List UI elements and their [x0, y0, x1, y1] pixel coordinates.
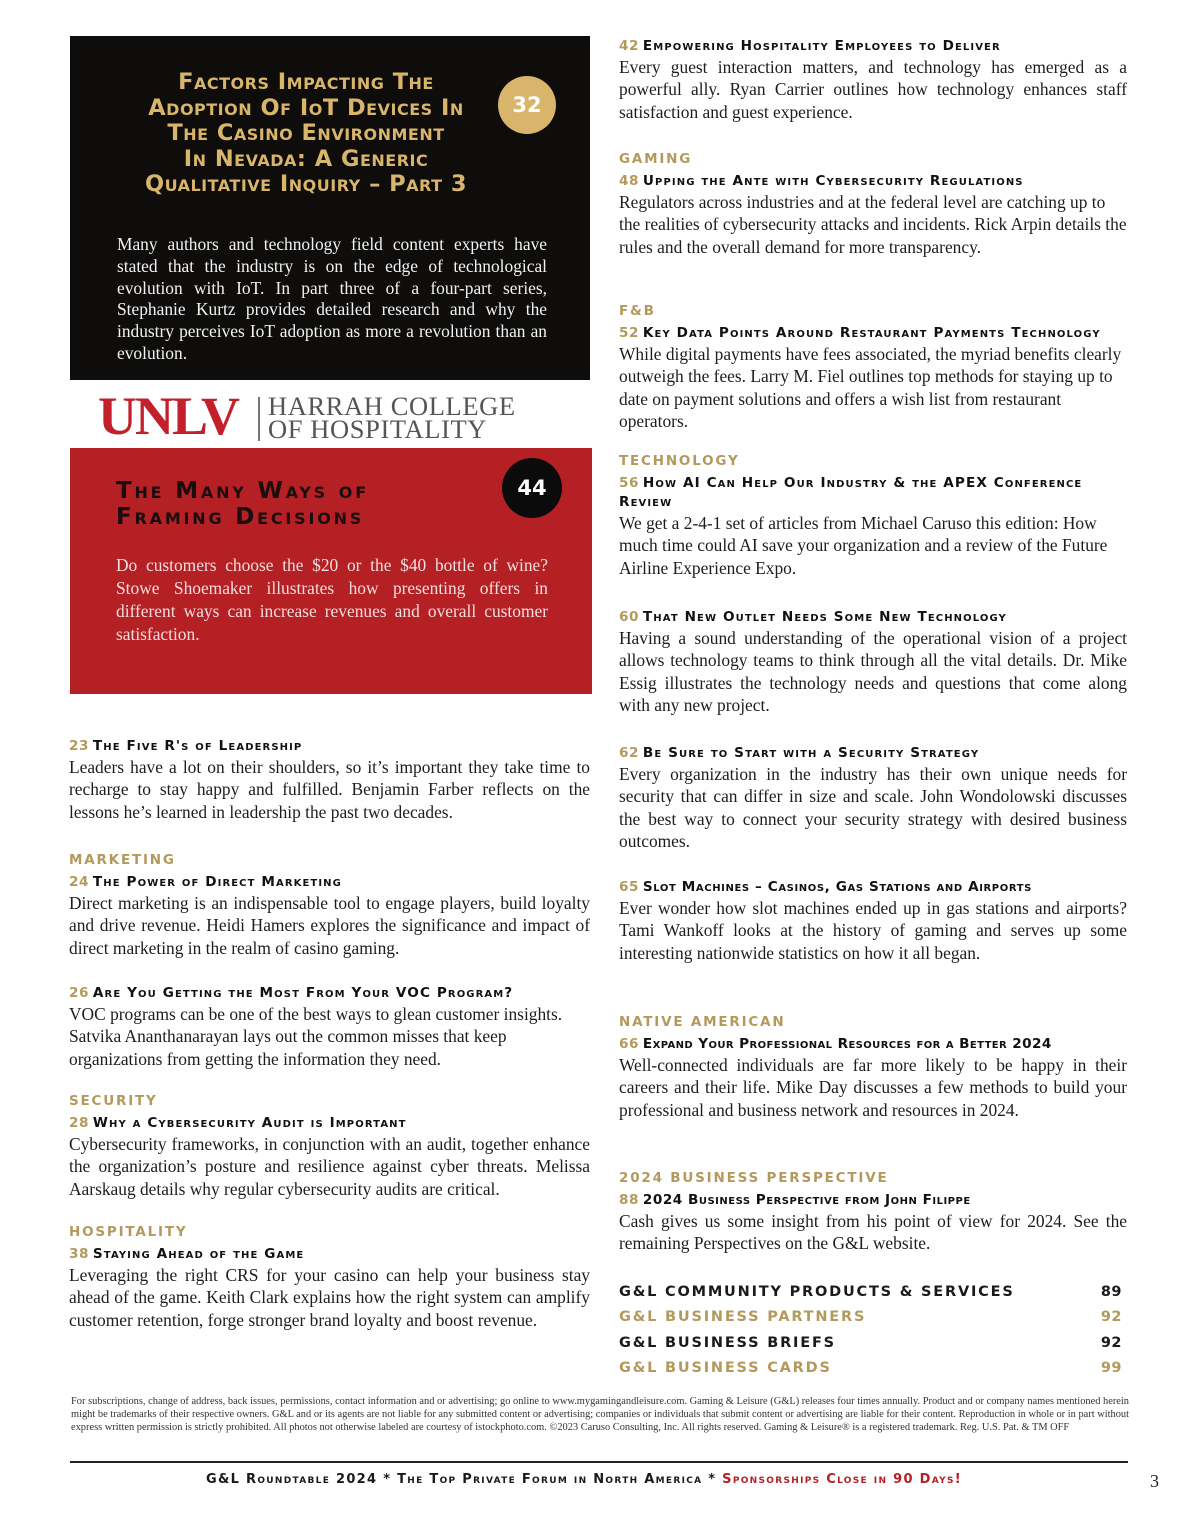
- article-title: Why a Cybersecurity Audit is Important: [92, 1115, 407, 1131]
- section-category: NATIVE AMERICAN: [619, 1014, 786, 1030]
- article-heading: [619, 1035, 1127, 1054]
- page-number-badge: 32: [498, 76, 556, 134]
- feature-description: Do customers choose the $20 or the $40 bottle of wine? Stowe Shoemaker illustrates how presenting offers in different ways can increase revenues and overall customer satisfaction.: [116, 555, 548, 644]
- toc-label: G&L BUSINESS BRIEFS: [619, 1335, 836, 1351]
- page-number: 3: [1150, 1471, 1159, 1491]
- article-summary: Direct marketing is an indispensable tool to engage players, build loyalty and drive revenue. Heidi Hamers explores the significance and impact of direct marketing in the realm of casino gaming.: [69, 893, 590, 958]
- article-title: Key Data Points Around Restaurant Payments Technology: [642, 325, 1101, 341]
- section-category: GAMING: [619, 151, 693, 167]
- article-title: Slot Machines – Casinos, Gas Stations and Airports: [642, 879, 1032, 895]
- feature-title-line: Factors Impacting The: [178, 69, 434, 95]
- footer-highlight: Sponsorships Close in 90 Days!: [722, 1472, 962, 1487]
- legal-disclaimer: For subscriptions, change of address, back issues, permissions, contact information and or advertising; go online to www.mygamingandleisure.com. Gaming & Leisure (G&L) releases four times annually. Product and or company names mentioned herein might be trademarks of their respective owners. G&L and or its agents are not liable for any submitted content or advertising; companies or individuals that submit content or advertising are liable for their content. Reproduction in whole or in part without express written permission is strictly prohibited. All photos not otherwise labeled are courtesy of istockphoto.com. ©2023 Caruso Consulting, Inc. All rights reserved. Gaming & Leisure® is a registered trademark. Reg. U.S. Pat. & TM OFF: [71, 1396, 1129, 1433]
- article-summary: Leaders have a lot on their shoulders, so it’s important they take time to recharge to stay happy and fulfilled. Benjamin Farber reflects on the lessons he’s learned in leadership the past two decades.: [69, 757, 590, 822]
- article-heading: [619, 37, 1127, 56]
- article-42: [619, 37, 1127, 123]
- article-page-number: 48: [619, 173, 639, 189]
- article-title: Upping the Ante with Cybersecurity Regulations: [642, 173, 1024, 189]
- feature-title: [116, 70, 496, 198]
- section-category: TECHNOLOGY: [619, 453, 740, 469]
- article-page-number: 42: [619, 38, 639, 54]
- feature-title-line: The Many Ways of: [116, 478, 369, 504]
- article-page-number: 65: [619, 879, 639, 895]
- article-page-number: 23: [69, 738, 89, 754]
- toc-row-community: [619, 1284, 1122, 1306]
- feature-description: Many authors and technology field content experts have stated that the industry is on the edge of technological evolution with IoT. In part three of a four-part series, Stephanie Kurtz provides detailed research and why the industry perceives IoT adoption as more a revolution than an evolution.: [117, 234, 547, 363]
- footer-banner: [70, 1472, 1098, 1487]
- article-summary: Well-connected individuals are far more likely to be happy in their careers and their life. Mike Day discusses a few methods to build your professional and business network and resources in 2024.: [619, 1055, 1127, 1120]
- article-title: Are You Getting the Most From Your VOC Program?: [92, 985, 514, 1001]
- article-62: [619, 744, 1127, 852]
- article-summary: Every guest interaction matters, and technology has emerged as a powerful ally. Ryan Carrier outlines how technology enhances staff satisfaction and guest experience.: [619, 57, 1127, 122]
- article-summary: Ever wonder how slot machines ended up in gas stations and airports? Tami Wankoff looks at the history of gaming and serves up some interesting nationwide statistics on how it all began.: [619, 898, 1127, 963]
- article-page-number: 26: [69, 985, 89, 1001]
- article-heading: [619, 744, 1127, 763]
- article-title: Be Sure to Start with a Security Strategy: [642, 745, 980, 761]
- article-38: [69, 1224, 590, 1331]
- article-summary: While digital payments have fees associated, the myriad benefits clearly outweigh the fees. Larry M. Fiel outlines top methods for staying up to date on payment solutions and offers a wish list from restaurant operators.: [619, 344, 1122, 431]
- article-page-number: 62: [619, 745, 639, 761]
- article-title: That New Outlet Needs Some New Technology: [642, 609, 1007, 625]
- feature-box-iot: [70, 36, 590, 380]
- article-title: The Power of Direct Marketing: [92, 874, 342, 890]
- article-56: [619, 453, 1127, 579]
- page-number-badge: 44: [502, 458, 562, 518]
- logo-line: HARRAH COLLEGE: [268, 391, 516, 421]
- article-28: [69, 1093, 590, 1200]
- footer-text: G&L Roundtable 2024 * The Top Private Forum in North America *: [206, 1472, 723, 1487]
- logo-wordmark: [268, 391, 516, 444]
- article-88: [619, 1170, 1127, 1255]
- unlv-harrah-logo: [98, 386, 538, 446]
- article-summary: Cybersecurity frameworks, in conjunction with an audit, together enhance the organization’s posture and resilience against cyber threats. Melissa Aarskaug details why regular cybersecurity audits are critical.: [69, 1134, 590, 1199]
- feature-title-line: Framing Decisions: [116, 504, 365, 530]
- article-page-number: 66: [619, 1036, 639, 1052]
- article-26: [69, 984, 590, 1070]
- footer-divider: [70, 1461, 1128, 1463]
- toc-row-cards: [619, 1360, 1122, 1382]
- toc-label: G&L COMMUNITY PRODUCTS & SERVICES: [619, 1284, 1015, 1300]
- article-summary: VOC programs can be one of the best ways to glean customer insights. Satvika Ananthanarayan lays out the common misses that keep organizations from getting the information they need.: [69, 1004, 563, 1069]
- toc-row-briefs: [619, 1335, 1122, 1357]
- section-category: F&B: [619, 303, 656, 319]
- article-52: [619, 303, 1127, 432]
- article-page-number: 28: [69, 1115, 89, 1131]
- article-page-number: 24: [69, 874, 89, 890]
- article-heading: [619, 474, 1127, 512]
- article-page-number: 52: [619, 325, 639, 341]
- article-24: [69, 852, 590, 959]
- article-title: The Five R's of Leadership: [92, 738, 303, 754]
- feature-title-line: Qualitative Inquiry – Part 3: [144, 171, 468, 197]
- feature-title-line: Adoption Of IoT Devices In: [148, 94, 464, 121]
- toc-row-partners: [619, 1309, 1122, 1331]
- section-category: SECURITY: [69, 1093, 158, 1109]
- article-summary: Leveraging the right CRS for your casino can help your business stay ahead of the game. Keith Clark explains how the right system can amplify customer retention, forge stronger brand loyalty and boost revenue.: [69, 1265, 590, 1330]
- section-category: 2024 BUSINESS PERSPECTIVE: [619, 1170, 889, 1186]
- article-summary: Every organization in the industry has their own unique needs for security that can differ in size and scale. John Wondolowski discusses the best way to connect your security strategy with desired business outcomes.: [619, 764, 1127, 851]
- toc-label: G&L BUSINESS PARTNERS: [619, 1309, 867, 1325]
- article-60: [619, 608, 1127, 716]
- article-page-number: 38: [69, 1246, 89, 1262]
- toc-page: 89: [1100, 1284, 1122, 1300]
- article-heading: [69, 1245, 590, 1264]
- article-heading: [619, 878, 1127, 897]
- article-title: How AI Can Help Our Industry & the APEX Conference Review: [619, 475, 1083, 510]
- article-heading: [69, 984, 590, 1003]
- section-category: MARKETING: [69, 852, 176, 868]
- article-heading: [619, 1191, 1127, 1210]
- article-title: Expand Your Professional Resources for a Better 2024: [642, 1036, 1052, 1052]
- toc-label: G&L BUSINESS CARDS: [619, 1360, 832, 1376]
- article-title: Empowering Hospitality Employees to Deliver: [642, 38, 1001, 54]
- article-48: [619, 151, 1127, 258]
- feature-title-line: The Casino Environment: [167, 120, 445, 146]
- article-page-number: 56: [619, 475, 639, 491]
- logo-mark: UNLV: [98, 386, 239, 446]
- article-title: Staying Ahead of the Game: [92, 1246, 305, 1262]
- feature-box-framing: [70, 448, 592, 694]
- logo-line: OF HOSPITALITY: [268, 414, 488, 444]
- article-heading: [619, 324, 1127, 343]
- article-summary: Cash gives us some insight from his point of view for 2024. See the remaining Perspectives on the G&L website.: [619, 1211, 1127, 1254]
- toc-page: 92: [1100, 1309, 1122, 1325]
- feature-title-line: In Nevada: A Generic: [183, 145, 429, 172]
- section-category: HOSPITALITY: [69, 1224, 188, 1240]
- article-title: 2024 Business Perspective from John Filippe: [642, 1192, 971, 1208]
- article-heading: [619, 172, 1039, 191]
- article-summary: Regulators across industries and at the federal level are catching up to the realities of cybersecurity attacks and incidents. Rick Arpin details the rules and the overall demand for more transparency.: [619, 192, 1127, 257]
- article-summary: We get a 2-4-1 set of articles from Michael Caruso this edition: How much time could AI save your organization and a review of the Future Airline Experience Expo.: [619, 513, 1108, 578]
- article-23: [69, 737, 590, 823]
- feature-title: [116, 478, 369, 530]
- article-page-number: 88: [619, 1192, 639, 1208]
- article-heading: [69, 737, 590, 756]
- logo-divider: [258, 397, 260, 441]
- article-summary: Having a sound understanding of the operational vision of a project allows technology teams to think through all the vital details. Dr. Mike Essig illustrates the technology needs and questions that come along with any new project.: [619, 628, 1127, 715]
- article-heading: [69, 1114, 590, 1133]
- article-65: [619, 878, 1127, 964]
- toc-page: 99: [1100, 1360, 1122, 1376]
- toc-page: 92: [1100, 1335, 1122, 1351]
- article-heading: [69, 873, 590, 892]
- article-page-number: 60: [619, 609, 639, 625]
- article-66: [619, 1014, 1127, 1121]
- article-heading: [619, 608, 1127, 627]
